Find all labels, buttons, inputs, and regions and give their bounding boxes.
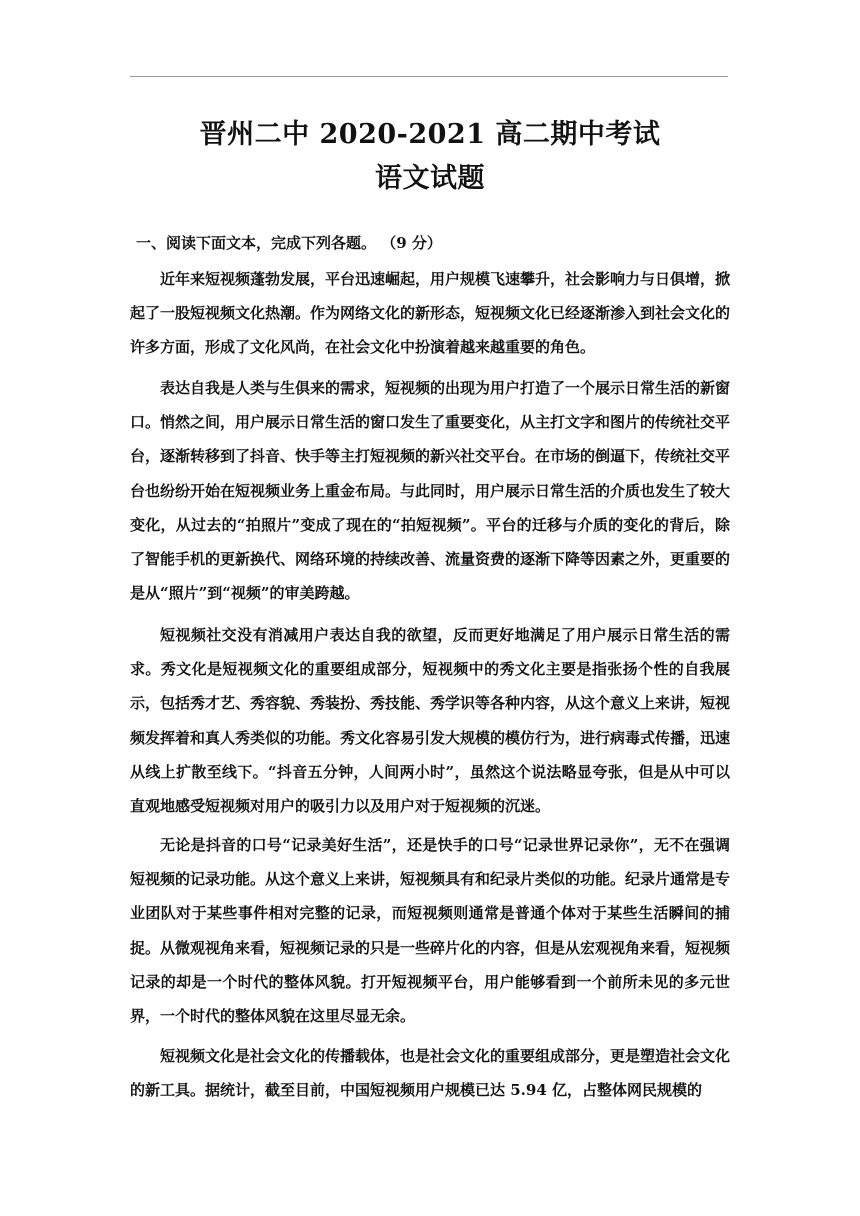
- paragraph-3: 短视频社交没有消减用户表达自我的欲望，反而更好地满足了用户展示日常生活的需求。秀文化是短视频文化的重要组成部分，短视频中的秀文化主要是指张扬个性的自我展示，包括秀才艺、秀容貌、秀装扮、秀技能、秀学识等各种内容，从这个意义上来讲，短视频发挥着和真人秀类似的功能。秀文化容易引发大规模的模仿行为，进行病毒式传播，迅速从线上扩散至线下。“抖音五分钟，人间两小时”，虽然这个说法略显夸张，但是从中可以直观地感受短视频对用户的吸引力以及用户对于短视频的沉迷。: [130, 626, 731, 816]
- paragraph-1: 近年来短视频蓬勃发展，平台迅速崛起，用户规模飞速攀升，社会影响力与日俱增，掀起了一股短视频文化热潮。作为网络文化的新形态，短视频文化已经逐渐渗入到社会文化的许多方面，形成了文化风尚，在社会文化中扮演着越来越重要的角色。: [130, 270, 731, 357]
- document-subtitle: 语文试题: [375, 163, 485, 194]
- paragraph-2: 表达自我是人类与生俱来的需求，短视频的出现为用户打造了一个展示日常生活的新窗口。悄然之间，用户展示日常生活的窗口发生了重要变化，从主打文字和图片的传统社交平台，逐渐转移到了抖音、快手等主打短视频的新兴社交平台。在市场的倒逼下，传统社交平台也纷纷开始在短视频业务上重金布局。与此同时，用户展示日常生活的介质也发生了较大变化，从过去的“拍照片”变成了现在的“拍短视频”。平台的迁移与介质的变化的背后，除了智能手机的更新换代、网络环境的持续改善、流量资费的逐渐下降等因素之外，更重要的是从“照片”到“视频”的审美跨越。: [130, 379, 731, 603]
- paragraph-4: 无论是抖音的口号“记录美好生活”，还是快手的口号“记录世界记录你”，无不在强调短视频的记录功能。从这个意义上来讲，短视频具有和纪录片类似的功能。纪录片通常是专业团队对于某些事件相对完整的记录，而短视频则通常是普通个体对于某些生活瞬间的捕捉。从微观视角来看，短视频记录的只是一些碎片化的内容，但是从宏观视角来看，短视频记录的却是一个时代的整体风貌。打开短视频平台，用户能够看到一个前所未见的多元世界，一个时代的整体风貌在这里尽显无余。: [130, 836, 731, 1026]
- section-heading: 一、阅读下面文本，完成下列各题。 （9 分）: [136, 234, 442, 252]
- paragraph-5: 短视频文化是社会文化的传播载体，也是社会文化的重要组成部分，更是塑造社会文化的新工具。据统计，截至目前，中国短视频用户规模已达 5.94 亿，占整体网民规模的: [130, 1047, 731, 1100]
- header-rule: [130, 76, 728, 77]
- document-title: 晋州二中 2020-2021 高二期中考试: [199, 119, 661, 150]
